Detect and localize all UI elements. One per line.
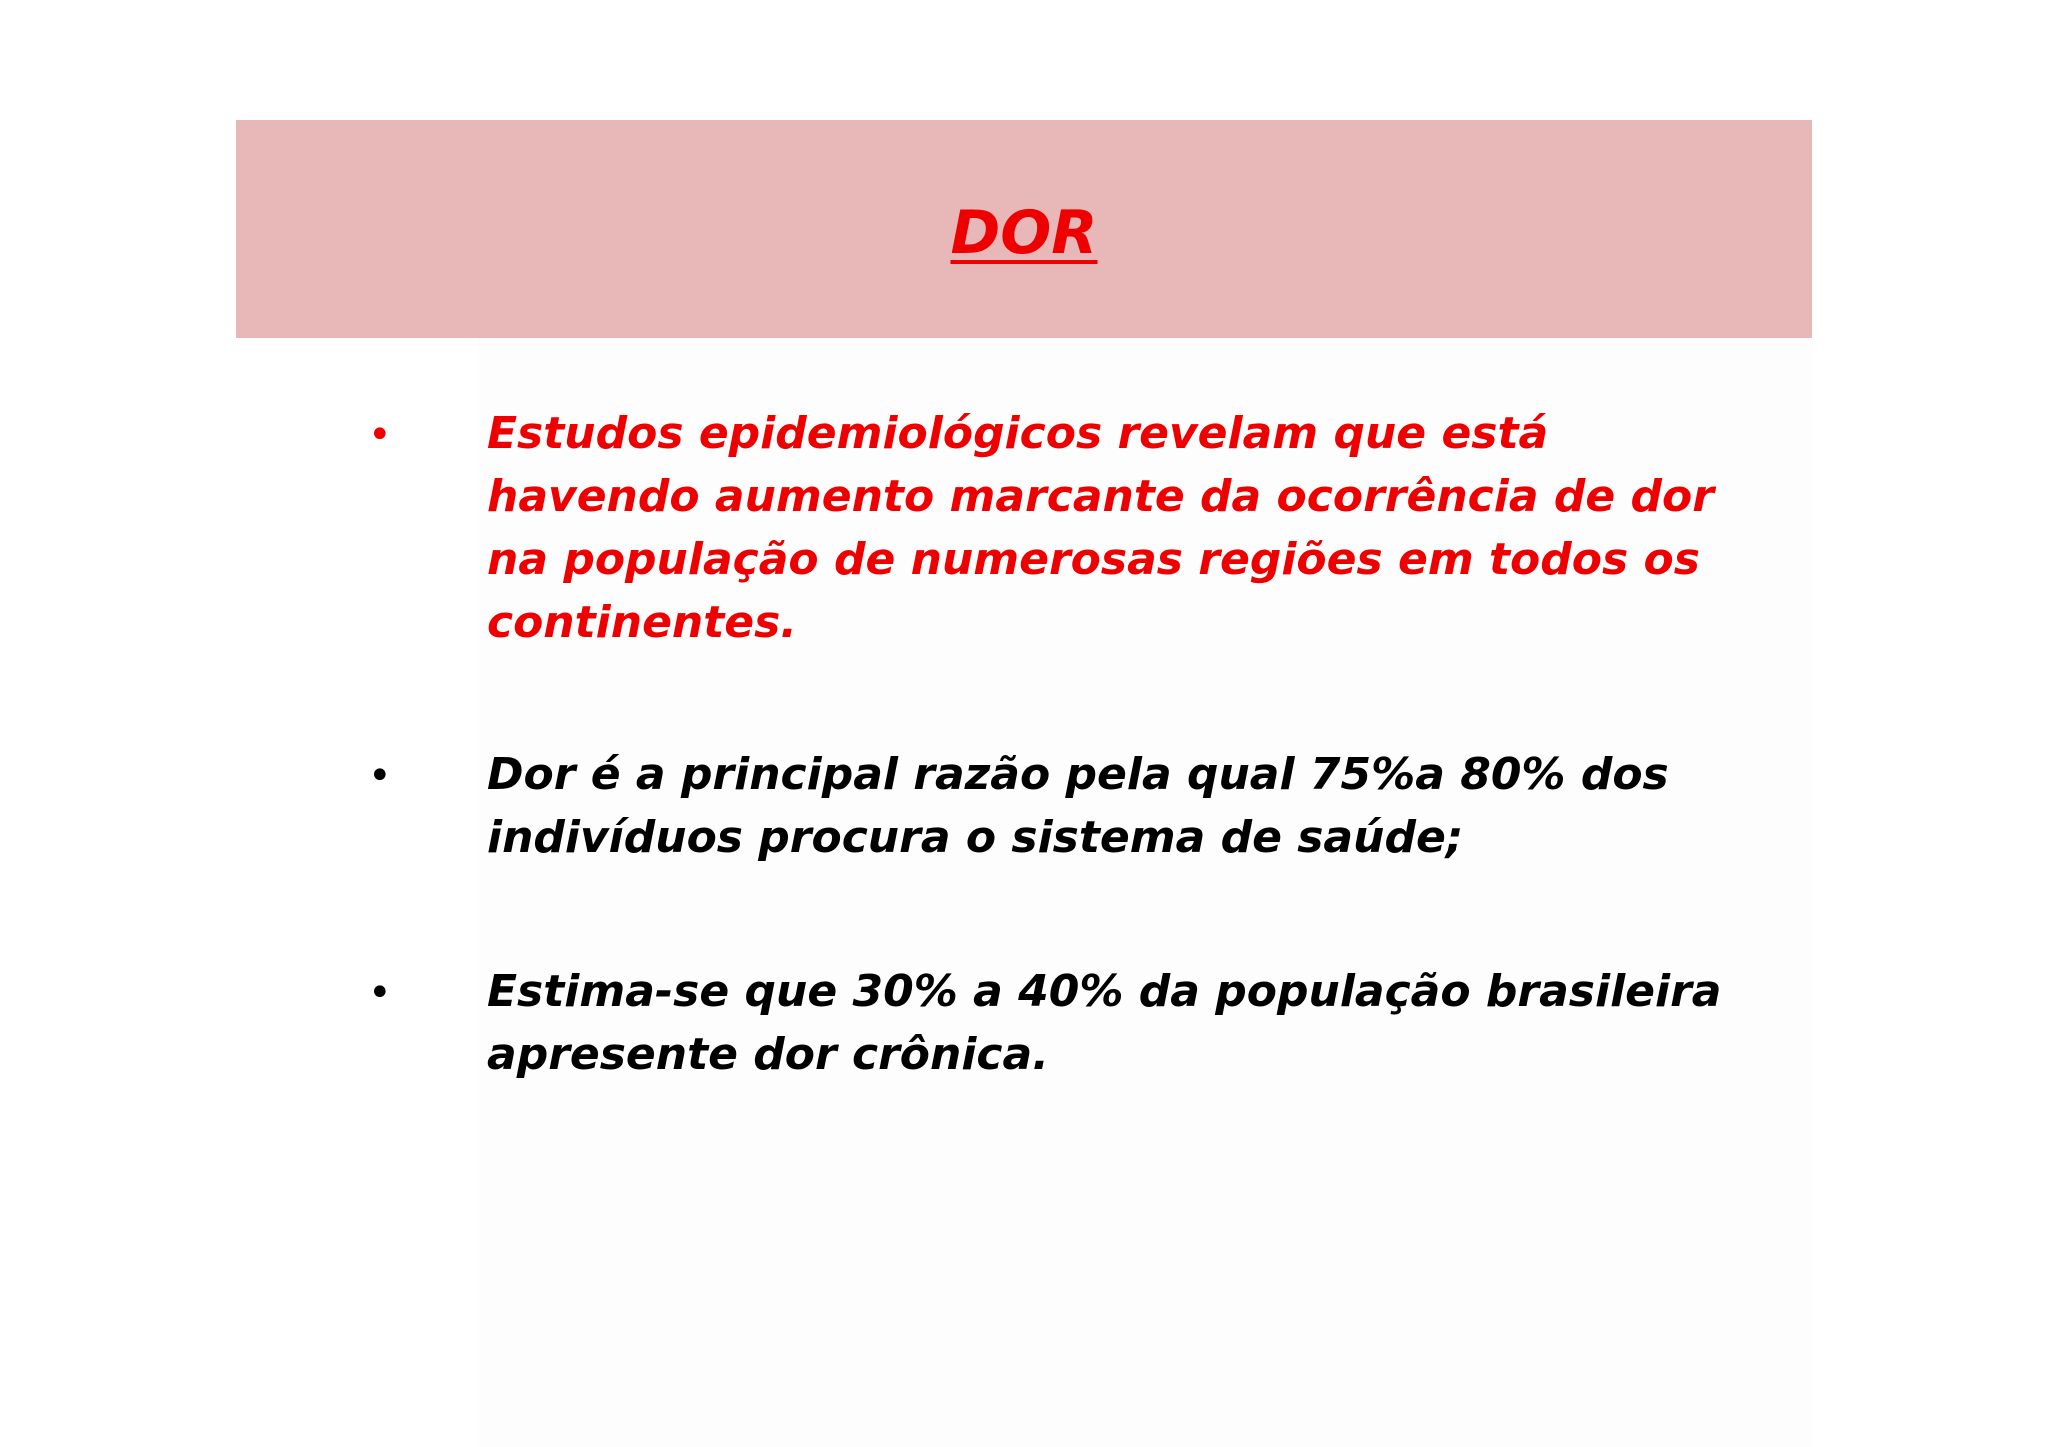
title-band	[236, 120, 1812, 338]
bullet-text: Estima-se que 30% a 40% da população brasileira apresente dor crônica.	[487, 966, 1722, 1080]
bullet-text: Dor é a principal razão pela qual 75%a 80% dos indivíduos procura o sistema de saúde;	[487, 749, 1669, 863]
bullet-marker: •	[368, 412, 392, 458]
slide-title: DOR	[950, 198, 1098, 268]
bullet-marker: •	[368, 753, 392, 799]
bullet-marker: •	[368, 970, 392, 1016]
bullet-text: Estudos epidemiológicos revelam que está havendo aumento marcante da ocorrência de dor na população de numerosas regiões em todos os continentes.	[487, 408, 1714, 648]
